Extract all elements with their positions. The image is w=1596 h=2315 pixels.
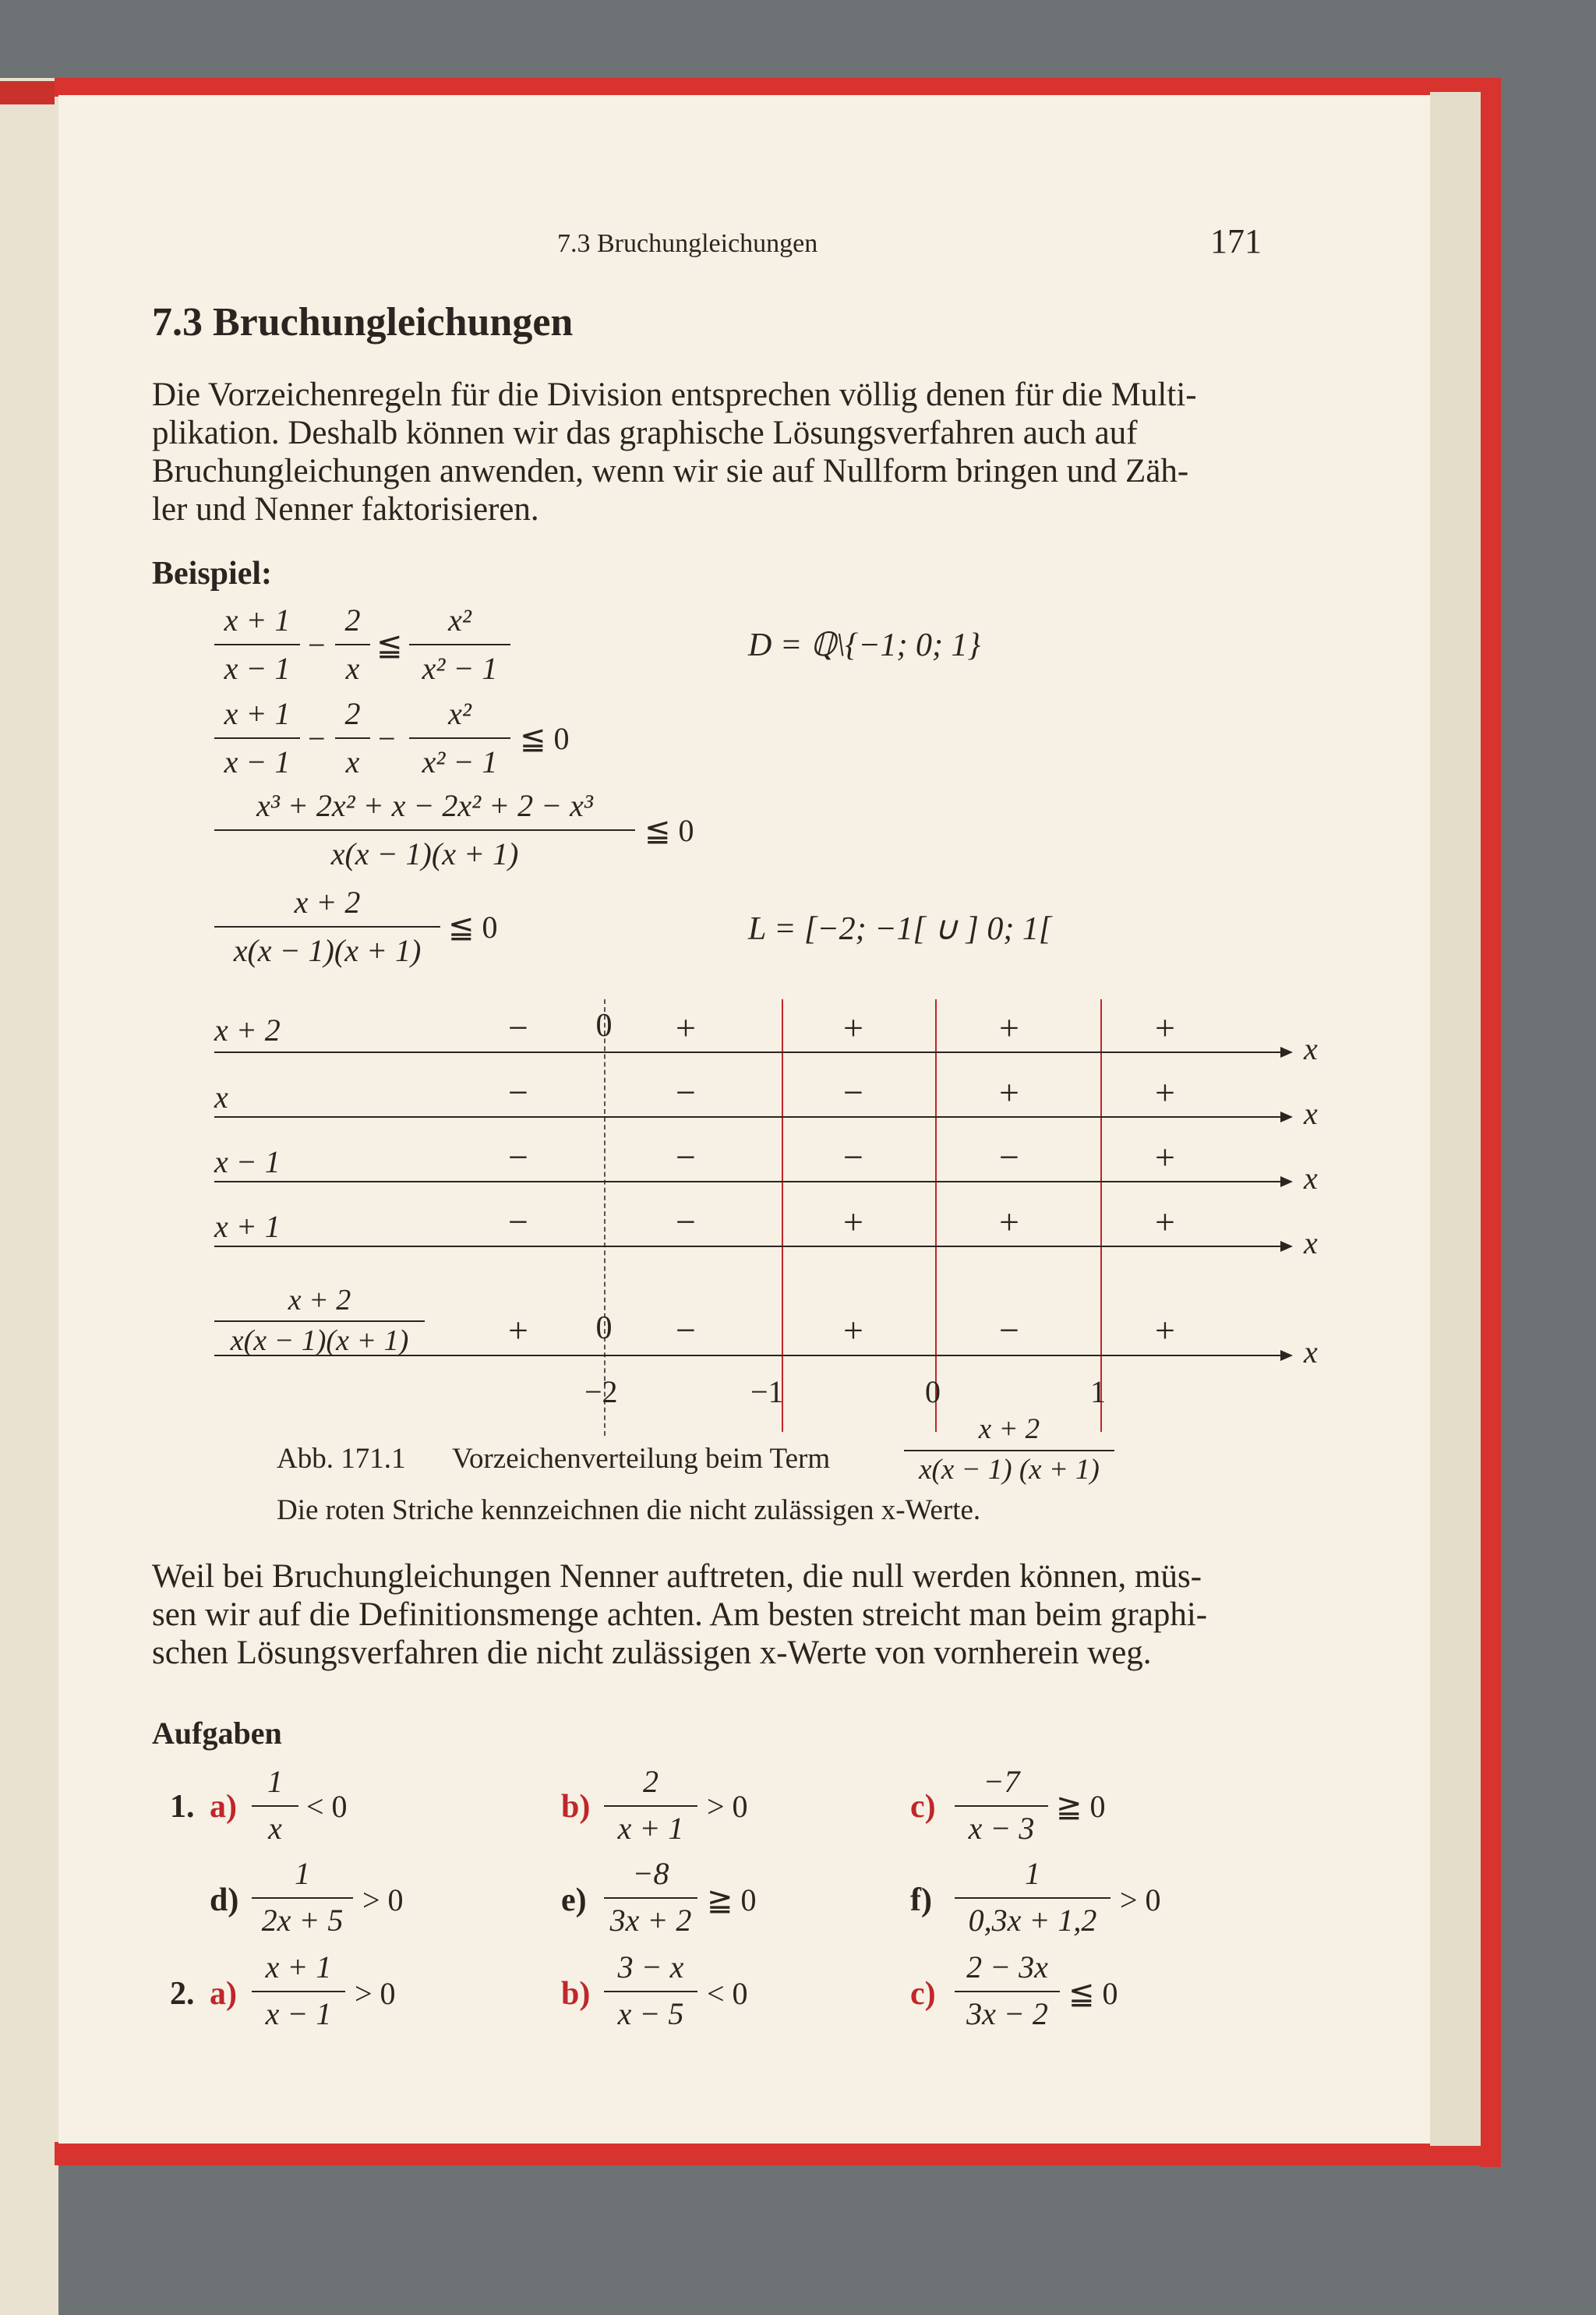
denominator: 0,3x + 1,2	[968, 1903, 1097, 1938]
axis-var-label: x	[1304, 1096, 1318, 1131]
denominator: 2x + 5	[261, 1903, 344, 1938]
numerator: x²	[448, 603, 471, 638]
relation: ≧ 0	[707, 1882, 757, 1917]
numerator: 2	[344, 696, 361, 731]
exercise-number: 2.	[170, 1976, 195, 2012]
relation: > 0	[1120, 1882, 1161, 1917]
exercise-label: b)	[561, 1976, 591, 2012]
exercise-label: c)	[910, 1789, 936, 1825]
fraction	[252, 1949, 345, 2034]
denominator: x(x − 1) (x + 1)	[919, 1454, 1100, 1486]
figure-number: Abb. 171.1	[277, 1443, 406, 1475]
page-number: 171	[1210, 222, 1262, 260]
numerator: x + 2	[294, 885, 361, 920]
sign-cell: +	[1155, 1073, 1175, 1112]
numerator: 2	[344, 603, 361, 638]
red-mark-0	[935, 999, 937, 1432]
denominator: x	[345, 744, 360, 779]
fraction	[955, 1855, 1110, 1941]
body-line: sen wir auf die Definitionsmenge achten. Am besten streicht man beim graphi-	[152, 1596, 1208, 1633]
operator: −	[308, 627, 326, 663]
relation: ≦ 0	[1068, 1976, 1118, 2011]
numerator: 1	[267, 1764, 283, 1799]
fraction	[252, 1855, 353, 1941]
sign-cell: +	[999, 1202, 1019, 1242]
tick-label: 1	[1090, 1374, 1106, 1409]
denominator: x² − 1	[422, 651, 498, 686]
exercise-label: b)	[561, 1789, 591, 1825]
numerator: x + 1	[265, 1949, 332, 1985]
cover-edge-bottom	[55, 2142, 1501, 2165]
numerator: x + 1	[224, 696, 291, 731]
caption-term	[904, 1412, 1114, 1490]
numerator: 1	[1025, 1856, 1040, 1891]
relation: ≧ 0	[1056, 1789, 1106, 1824]
denominator: x − 5	[617, 1996, 684, 2031]
axis-var-label: x	[1304, 1225, 1318, 1260]
exercise-label: a)	[210, 1789, 237, 1825]
sign-cell: +	[999, 1073, 1019, 1112]
intro-line: Die Vorzeichenregeln für die Division entsprechen völlig denen für die Multi-	[152, 376, 1197, 413]
sign-cell: +	[1155, 1008, 1175, 1048]
numerator: 1	[295, 1856, 310, 1891]
axis-line	[214, 1116, 1286, 1118]
sign-cell: −	[999, 1137, 1019, 1177]
axis-line	[214, 1051, 1286, 1053]
fraction	[604, 1763, 697, 1849]
tick-label: −1	[750, 1374, 784, 1409]
running-title: 7.3 Bruchungleichungen	[557, 229, 818, 258]
arrow-icon	[1280, 1241, 1293, 1252]
intro-line: ler und Nenner faktorisieren.	[152, 491, 539, 528]
numerator: x³ + 2x² + x − 2x² + 2 − x³	[256, 788, 593, 823]
operator: −	[308, 721, 326, 756]
numerator: 3 − x	[617, 1949, 684, 1985]
sign-cell: −	[508, 1073, 528, 1112]
denominator: 3x − 2	[966, 1996, 1048, 2031]
fraction	[955, 1949, 1060, 2034]
example-label: Beispiel:	[152, 556, 272, 592]
sign-cell: −	[508, 1137, 528, 1177]
intro-line: plikation. Deshalb können wir das graphische Lösungsverfahren auch auf	[152, 415, 1138, 451]
sign-cell: +	[1155, 1310, 1175, 1350]
sign-cell: 0	[595, 1008, 613, 1044]
arrow-icon	[1280, 1350, 1293, 1361]
denominator: x − 1	[224, 744, 291, 779]
red-mark-minus-1	[782, 999, 783, 1432]
relation: ≦ 0	[644, 813, 694, 848]
section-title: 7.3 Bruchungleichungen	[152, 300, 574, 345]
exercise-number: 1.	[170, 1789, 195, 1825]
arrow-icon	[1280, 1047, 1293, 1058]
denominator: x(x − 1)(x + 1)	[230, 1324, 409, 1357]
fraction	[604, 1855, 697, 1941]
page-stack-edge	[1430, 92, 1481, 2146]
denominator: x(x − 1)(x + 1)	[330, 836, 519, 871]
relation: < 0	[707, 1976, 748, 2011]
row-label: x + 1	[214, 1209, 281, 1244]
body-line: Weil bei Bruchungleichungen Nenner auftreten, die null werden können, müs-	[152, 1558, 1202, 1595]
sign-cell: +	[843, 1202, 863, 1242]
arrow-icon	[1280, 1112, 1293, 1122]
axis-line	[214, 1181, 1286, 1182]
relation: > 0	[362, 1882, 404, 1917]
sign-cell: −	[676, 1310, 696, 1350]
sign-cell: −	[508, 1008, 528, 1048]
exercise-label: f)	[910, 1882, 932, 1918]
sign-cell: +	[508, 1310, 528, 1350]
tick-label: −2	[584, 1374, 618, 1409]
numerator: x + 2	[978, 1413, 1040, 1445]
row-label: x	[214, 1080, 228, 1115]
solution-set: L = [−2; −1[ ∪ ] 0; 1[	[748, 911, 1052, 947]
relation: ≦ 0	[448, 910, 498, 945]
denominator: x + 1	[617, 1811, 684, 1846]
fraction	[955, 1763, 1048, 1849]
figure-caption-line2: Die roten Striche kennzeichnen die nicht zulässigen x-Werte.	[277, 1494, 981, 1526]
body-line: schen Lösungsverfahren die nicht zulässigen x-Werte von vornherein weg.	[152, 1635, 1152, 1671]
domain-set: D = ℚ\{−1; 0; 1}	[748, 627, 981, 663]
cover-edge-top	[55, 78, 1501, 97]
numerator: 2 − 3x	[966, 1949, 1048, 1985]
sign-cell: −	[676, 1137, 696, 1177]
left-page-edge	[0, 78, 58, 2315]
row-label: x − 1	[214, 1144, 281, 1179]
sign-cell: −	[843, 1073, 863, 1112]
body-paragraph	[152, 1557, 1274, 1672]
sign-cell: −	[676, 1073, 696, 1112]
sign-cell: 0	[595, 1310, 613, 1346]
figure-caption: Vorzeichenverteilung beim Term	[452, 1443, 831, 1475]
axis-var-label: x	[1304, 1334, 1318, 1370]
numerator: x²	[448, 696, 471, 731]
denominator: x − 1	[224, 651, 291, 686]
sign-cell: +	[1155, 1202, 1175, 1242]
exercise-label: e)	[561, 1882, 587, 1918]
numerator: 2	[643, 1764, 659, 1799]
denominator: x	[268, 1811, 282, 1846]
cover-edge-right	[1481, 78, 1501, 2167]
denominator: x(x − 1)(x + 1)	[233, 933, 422, 968]
tick-label: 0	[925, 1374, 941, 1409]
sign-cell: −	[676, 1202, 696, 1242]
zero-mark-minus-2	[604, 999, 606, 1436]
sign-cell: +	[843, 1008, 863, 1048]
relation: > 0	[707, 1789, 748, 1824]
sign-cell: +	[1155, 1137, 1175, 1177]
denominator: x² − 1	[422, 744, 498, 779]
numerator: x + 2	[288, 1284, 351, 1317]
book-page	[58, 95, 1430, 2144]
fraction	[604, 1949, 697, 2034]
denominator: x − 1	[265, 1996, 332, 2031]
relation: > 0	[355, 1976, 396, 2011]
sign-cell: +	[676, 1008, 696, 1048]
row-label: x + 2	[214, 1013, 281, 1048]
numerator: −8	[632, 1856, 669, 1891]
arrow-icon	[1280, 1176, 1293, 1187]
relation: < 0	[306, 1789, 348, 1824]
denominator: x − 3	[968, 1811, 1035, 1846]
exercise-label: c)	[910, 1976, 936, 2012]
relation: ≦ 0	[520, 721, 570, 756]
sign-cell: +	[843, 1310, 863, 1350]
sign-cell: +	[999, 1008, 1019, 1048]
intro-line: Bruchungleichungen anwenden, wenn wir sie auf Nullform bringen und Zäh-	[152, 453, 1189, 490]
axis-var-label: x	[1304, 1031, 1318, 1066]
numerator: −7	[983, 1764, 1020, 1799]
exercises-title: Aufgaben	[152, 1716, 282, 1751]
axis-var-label: x	[1304, 1161, 1318, 1196]
fraction	[252, 1763, 298, 1849]
sign-cell: −	[843, 1137, 863, 1177]
denominator: 3x + 2	[609, 1903, 692, 1938]
sign-cell: −	[999, 1310, 1019, 1350]
operator: −	[378, 721, 396, 756]
sign-cell: −	[508, 1202, 528, 1242]
numerator: x + 1	[224, 603, 291, 638]
red-mark-1	[1100, 999, 1102, 1432]
operator: ≦	[376, 627, 403, 663]
cover-ribbon	[0, 81, 55, 104]
axis-line	[214, 1246, 1286, 1247]
denominator: x	[345, 651, 360, 686]
exercise-label: d)	[210, 1882, 239, 1918]
exercise-label: a)	[210, 1976, 237, 2012]
row-label-fraction	[214, 1283, 425, 1361]
